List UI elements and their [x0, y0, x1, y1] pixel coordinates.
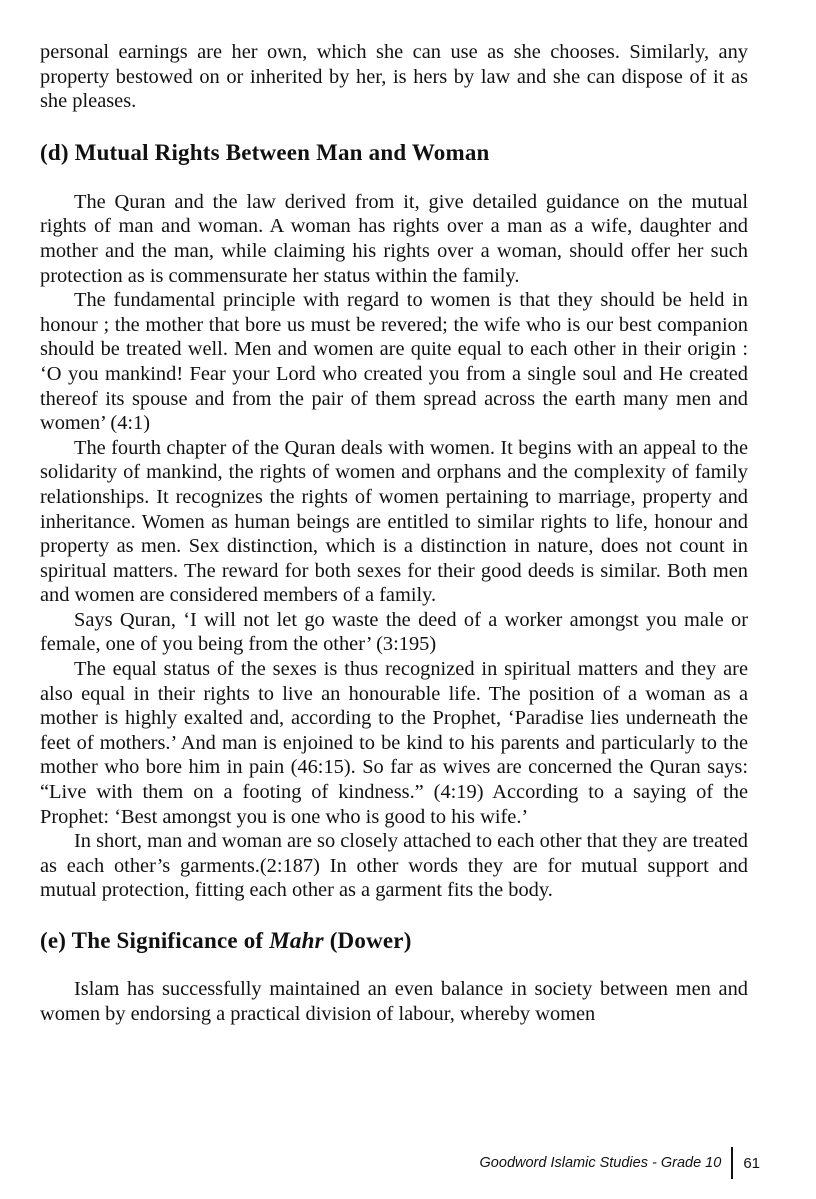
section-e-paragraph-1: Islam has successfully maintained an even balance in society between men and women by endorsing a practical division of labour, whereby women — [40, 978, 748, 1025]
section-d-paragraph-1: The Quran and the law derived from it, give detailed guidance on the mutual rights of man and woman. A woman has rights over a man as a wife, daughter and mother and the man, while claiming his rights over a woman, should offer her such protection as is commensurate her status within the family. — [40, 190, 748, 287]
section-d-paragraph-6: In short, man and woman are so closely attached to each other that they are treated as each other’s garments.(2:187) In other words they are for mutual support and mutual protection, fitting each other as a garment fits the body. — [40, 830, 748, 902]
section-e-heading — [40, 927, 748, 955]
section-e-heading-suffix: (Dower) — [323, 928, 412, 953]
section-d-paragraph-3: The fourth chapter of the Quran deals with women. It begins with an appeal to the solidarity of mankind, the rights of women and orphans and the complexity of family relationships. It recognizes the rights of women pertaining to marriage, property and inheritance. Women as human beings are entitled to similar rights to life, honour and property as men. Sex distinction, which is a distinction in nature, does not count in spiritual matters. The reward for both sexes for their good deeds is similar. Both men and women are considered members of a family. — [40, 436, 748, 607]
footer-book-title: Goodword Islamic Studies - Grade 10 — [479, 1155, 722, 1171]
section-e-heading-italic: Mahr — [269, 928, 324, 953]
section-d-paragraph-4: Says Quran, ‘I will not let go waste the deed of a worker amongst you male or female, one of you being from the other’ (3:195) — [40, 608, 748, 656]
section-d-paragraph-2: The fundamental principle with regard to women is that they should be held in honour ; the mother that bore us must be revered; the wife who is our best companion should be treated well. Men and women are quite equal to each other in their origin : ‘O you mankind! Fear your Lord who created you from a single soul and He created thereof its spouse and from the pair of them spread across the earth many men and women’ (4:1) — [40, 289, 748, 435]
section-d-paragraph-5: The equal status of the sexes is thus recognized in spiritual matters and they are also equal in their rights to live an honourable life. The position of a woman as a mother is highly exalted and, according to the Prophet, ‘Paradise lies underneath the feet of mothers.’ And man is enjoined to be kind to his parents and particularly to the mother who bore him in pain (46:15). So far as wives are concerned the Quran says: “Live with them on a footing of kindness.” (4:19) According to a saying of the Prophet: ‘Best amongst you is one who is good to his wife.’ — [40, 658, 748, 828]
page-content — [40, 40, 748, 1026]
section-d-heading: (d) Mutual Rights Between Man and Woman — [40, 139, 490, 165]
intro-paragraph: personal earnings are her own, which she can use as she chooses. Similarly, any property bestowed on or inherited by her, is hers by law and she can dispose of it as she pleases. — [40, 41, 748, 113]
footer-divider — [731, 1147, 733, 1179]
page-number: 61 — [743, 1154, 760, 1172]
section-e-heading-prefix: (e) The Significance of — [40, 928, 270, 953]
page-footer — [430, 1146, 760, 1180]
